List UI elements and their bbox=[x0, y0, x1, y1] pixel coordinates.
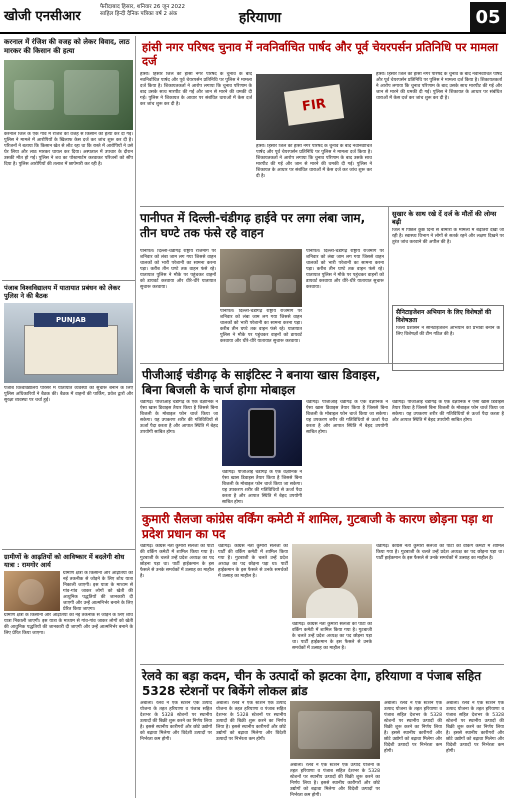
right-story-5-body-b: अंबाला। रेलवे ने एक स्टेशन एक उत्पाद योजना के तहत हरियाणा व पंजाब सहित देशभर के 5328 स्टेशनों पर स्थानीय उत्पादों की बिक्री शुरू करने का निर्णय लिया है। इससे स्थानीय कारीगरों और छोटे उद्योगों को बढ़ावा मिलेगा और विदेशी उत्पादों पर निर्भरता कम होगी। bbox=[216, 701, 286, 742]
fir-document-label: FIR bbox=[284, 84, 344, 125]
left-story-3-body-b: ग्रामीण क्षेत्रों के किसानों और आढ़तियों को नई तकनीक से जोड़ने के लिए शोध यात्रा निकाली जाएगी। इस यात्रा के माध्यम से गांव-गांव जाकर लोगों को खेती की आधुनिक पद्धतियों की जानकारी दी जाएगी और उन्हें आत्मनिर्भर बनाने के लिए प्रेरित किया जाएगा। bbox=[4, 613, 133, 636]
box-story-headline: सैनिटाइजेशन अभियान के लिए विशेषज्ञों की विशेषज्ञता bbox=[396, 309, 492, 324]
right-story-4-body-a: चंडीगढ़। कांग्रेस नेता कुमारी सैलजा को पार्टी की वर्किंग कमेटी में शामिल किया गया है। गुटबाजी के चलते उन्हें प्रदेश अध्यक्ष का पद छोड़ना पड़ा था। पार्टी हाईकमान के इस फैसले से उनके समर्थकों में उत्साह का माहौल है। bbox=[140, 544, 214, 579]
left-story-3-photo bbox=[4, 571, 60, 611]
right-story-2-body-b: पानीपत। दिल्ली-चंडीगढ़ राष्ट्रीय राजमार्ग पर शनिवार को लंबा जाम लग गया जिससे वाहन चालकों को भारी परेशानी का सामना करना पड़ा। करीब तीन घण्टे तक वाहन फंसे रहे। यातायात पुलिस ने मौके पर पहुंचकर वाहनों को डायवर्ट करवाया और धीरे-धीरे यातायात सुचारू करवाया। bbox=[220, 309, 302, 344]
right-story-4-body-b: चंडीगढ़। कांग्रेस नेता कुमारी सैलजा को पार्टी की वर्किंग कमेटी में शामिल किया गया है। गुटबाजी के चलते उन्हें प्रदेश अध्यक्ष का पद छोड़ना पड़ा था। पार्टी हाईकमान के इस फैसले से उनके समर्थकों में उत्साह का माहौल है। bbox=[218, 544, 288, 579]
right-story-5-photo bbox=[290, 701, 380, 759]
left-story-1-body: करनाल जिले के एक गांव में रंजिश की वजह से किसान की हत्या कर दी गई। पुलिस ने मामले में आरोपियों के खिलाफ केस दर्ज कर जांच शुरू कर दी है। परिजनों ने बताया कि किसान खेत से लौट रहा था कि रास्ते में आरोपियों ने उसे घेर लिया और लाठ मारकर घायल कर दिया। अस्पताल में उपचार के दौरान उसकी मौत हो गई। पुलिस ने शव का पोस्टमार्टम करवाकर परिजनों को सौंप दिया है। पुलिस आरोपियों की तलाश में छापेमारी कर रही है। bbox=[4, 132, 133, 167]
left-story-3-headline: ग्रामीणों के आढ़तियों को आविष्कार में बदलेगी शोध यात्रा : रामगोर आर्य bbox=[4, 553, 125, 569]
right-story-4-body-c: चंडीगढ़। कांग्रेस नेता कुमारी सैलजा को पार्टी की वर्किंग कमेटी में शामिल किया गया है। गुटबाजी के चलते उन्हें प्रदेश अध्यक्ष का पद छोड़ना पड़ा था। पार्टी हाईकमान के इस फैसले से उनके समर्थकों में उत्साह का माहौल है। bbox=[292, 622, 372, 651]
right-story-5-headline: रेलवे का बड़ा कदम, चीन के उत्पादों को झटका देगा, हरियाणा व पंजाब सहित 5328 स्टेशनों पर बिकेंगे लोकल ब्रांड bbox=[142, 669, 482, 698]
right-story-3-body-b: चंडीगढ़। पीजीआई चंडीगढ़ के एक वैज्ञानिक ने ऐसा खास डिवाइस तैयार किया है जिससे बिना बिजली के मोबाइल फोन चार्ज किया जा सकेगा। यह उपकरण शरीर की गतिविधियों से ऊर्जा पैदा करता है और आपात स्थिति में बेहद उपयोगी साबित होगा। bbox=[222, 470, 302, 504]
side-story bbox=[388, 207, 504, 363]
left-story-1-headline: करनाल में रंजिश की वजह को लेकर विवाद, लाठ मारकर की किसान की हत्या bbox=[4, 38, 130, 55]
page-number: 05 bbox=[470, 2, 506, 32]
right-column bbox=[140, 36, 504, 800]
right-story-3-photo bbox=[222, 400, 302, 466]
right-story-3-headline: पीजीआई चंडीगढ़ के साइंटिस्ट ने बनाया खास डिवाइस, बिना बिजली के चार्ज होगा मोबाइल bbox=[142, 368, 381, 397]
box-story bbox=[392, 305, 504, 371]
left-story-3-body-a: ग्रामीण क्षेत्रों के किसानों और आढ़तियों को नई तकनीक से जोड़ने के लिए शोध यात्रा निकाली जाएगी। इस यात्रा के माध्यम से गांव-गांव जाकर लोगों को खेती की आधुनिक पद्धतियों की जानकारी दी जाएगी और उन्हें आत्मनिर्भर बनाने के लिए प्रेरित किया जाएगा। bbox=[63, 571, 133, 611]
right-story-2-photo bbox=[220, 249, 302, 307]
right-story-4-headline: कुमारी सैलजा कांग्रेस वर्किंग कमेटी में शामिल, गुटबाजी के कारण छोड़ना पड़ा था प्रदेश प्रधान का पद bbox=[142, 512, 493, 541]
right-story-3-body-a: चंडीगढ़। पीजीआई चंडीगढ़ के एक वैज्ञानिक ने ऐसा खास डिवाइस तैयार किया है जिससे बिना बिजली के मोबाइल फोन चार्ज किया जा सकेगा। यह उपकरण शरीर की गतिविधियों से ऊर्जा पैदा करता है और आपात स्थिति में बेहद उपयोगी साबित होगा। bbox=[140, 400, 218, 435]
right-story-3-body-d: चंडीगढ़। पीजीआई चंडीगढ़ के एक वैज्ञानिक ने ऐसा खास डिवाइस तैयार किया है जिससे बिना बिजली के मोबाइल फोन चार्ज किया जा सकेगा। यह उपकरण शरीर की गतिविधियों से ऊर्जा पैदा करता है और आपात स्थिति में बेहद उपयोगी साबित होगा। bbox=[392, 400, 504, 423]
right-story-4-photo bbox=[292, 544, 372, 618]
right-story-1-body-b: हांसी। हिसार जिले की हांसी नगर परिषद के चुनाव के बाद नवनिर्वाचित पार्षद और पूर्व चेयरपर्सन प्रतिनिधि पर पुलिस ने मामला दर्ज किया है। शिकायतकर्ता ने आरोप लगाया कि चुनाव परिणाम के बाद उसके साथ मारपीट की गई और जान से मारने की धमकी दी गई। पुलिस ने शिकायत के आधार पर संबंधित धाराओं में केस दर्ज कर जांच शुरू कर दी है। bbox=[256, 144, 372, 179]
right-story-1-body-c: हांसी। हिसार जिले की हांसी नगर परिषद के चुनाव के बाद नवनिर्वाचित पार्षद और पूर्व चेयरपर्सन प्रतिनिधि पर पुलिस ने मामला दर्ज किया है। शिकायतकर्ता ने आरोप लगाया कि चुनाव परिणाम के बाद उसके साथ मारपीट की गई और जान से मारने की धमकी दी गई। पुलिस ने शिकायत के आधार पर संबंधित धाराओं में केस दर्ज कर जांच शुरू कर दी है। bbox=[376, 72, 502, 101]
left-story-2-body: पंजाब विश्वविद्यालय परिसर में यातायात व्यवस्था को सुचारू बनाने के लिए पुलिस अधिकारियों ने बैठक की। बैठक में वाहनों की पार्किंग, प्रवेश द्वारों और सुरक्षा व्यवस्था पर चर्चा हुई। bbox=[4, 386, 133, 403]
left-story-2-headline: पंजाब विश्वविद्यालय में यातायात प्रबंधन को लेकर पुलिस ने की बैठक bbox=[4, 284, 121, 300]
left-story-1-photo bbox=[4, 60, 133, 130]
right-story-3-body-c: चंडीगढ़। पीजीआई चंडीगढ़ के एक वैज्ञानिक ने ऐसा खास डिवाइस तैयार किया है जिससे बिना बिजली के मोबाइल फोन चार्ज किया जा सकेगा। यह उपकरण शरीर की गतिविधियों से ऊर्जा पैदा करता है और आपात स्थिति में बेहद उपयोगी साबित होगा। bbox=[306, 400, 388, 435]
date-line: फैरीदाबाद हिसार, शनिवार 26 जून 2022 साहिल हिन्दी दैनिक पत्रिका वर्ष 2 अंक bbox=[100, 4, 186, 18]
side-story-headline: सुखार के साथ रखे दें दर्ज के मौतों की लोग्स बढ़ी bbox=[392, 210, 497, 226]
right-story-5-body-d: अंबाला। रेलवे ने एक स्टेशन एक उत्पाद योजना के तहत हरियाणा व पंजाब सहित देशभर के 5328 स्टेशनों पर स्थानीय उत्पादों की बिक्री शुरू करने का निर्णय लिया है। इससे स्थानीय कारीगरों और छोटे उद्योगों को बढ़ावा मिलेगा और विदेशी उत्पादों पर निर्भरता कम होगी। bbox=[384, 701, 442, 754]
right-story-4-body-d: चंडीगढ़। कांग्रेस नेता कुमारी सैलजा को पार्टी की वर्किंग कमेटी में शामिल किया गया है। गुटबाजी के चलते उन्हें प्रदेश अध्यक्ष का पद छोड़ना पड़ा था। पार्टी हाईकमान के इस फैसले से उनके समर्थकों में उत्साह का माहौल है। bbox=[376, 544, 504, 561]
left-column bbox=[2, 36, 136, 798]
masthead bbox=[0, 0, 506, 34]
right-story-1-body-a: हांसी। हिसार जिले की हांसी नगर परिषद के चुनाव के बाद नवनिर्वाचित पार्षद और पूर्व चेयरपर्सन प्रतिनिधि पर पुलिस ने मामला दर्ज किया है। शिकायतकर्ता ने आरोप लगाया कि चुनाव परिणाम के बाद उसके साथ मारपीट की गई और जान से मारने की धमकी दी गई। पुलिस ने शिकायत के आधार पर संबंधित धाराओं में केस दर्ज कर जांच शुरू कर दी है। bbox=[140, 72, 252, 107]
side-story-body: जिले में पिछले कुछ दिनों से बीमारी के मामलों में बढ़ोतरी देखी जा रही है। स्वास्थ्य विभाग ने लोगों से सतर्क रहने और लक्षण दिखने पर तुरंत जांच करवाने की अपील की है। bbox=[392, 228, 504, 245]
left-story-2-photo bbox=[4, 303, 133, 383]
right-story-1-photo bbox=[256, 74, 372, 140]
right-story-1-headline: हांसी नगर परिषद चुनाव में नवनिर्वाचित पार्षद और पूर्व चेयरपर्सन प्रतिनिधि पर मामला दर्ज bbox=[142, 40, 498, 68]
right-story-5-body-c: अंबाला। रेलवे ने एक स्टेशन एक उत्पाद योजना के तहत हरियाणा व पंजाब सहित देशभर के 5328 स्टेशनों पर स्थानीय उत्पादों की बिक्री शुरू करने का निर्णय लिया है। इससे स्थानीय कारीगरों और छोटे उद्योगों को बढ़ावा मिलेगा और विदेशी उत्पादों पर निर्भरता कम होगी। bbox=[290, 763, 380, 798]
box-story-body: जिला प्रशासन ने सैनिटाइजेशन अभियान को प्रभावी बनाने के लिए विशेषज्ञों की टीम गठित की है। bbox=[396, 326, 500, 337]
newspaper-brand: खोजी एनसीआर bbox=[4, 9, 81, 24]
punjab-gate-sign: PUNJAB bbox=[34, 313, 108, 327]
section-title: हरियाणा bbox=[238, 9, 282, 26]
right-story-2-body-a: पानीपत। दिल्ली-चंडीगढ़ राष्ट्रीय राजमार्ग पर शनिवार को लंबा जाम लग गया जिससे वाहन चालकों को भारी परेशानी का सामना करना पड़ा। करीब तीन घण्टे तक वाहन फंसे रहे। यातायात पुलिस ने मौके पर पहुंचकर वाहनों को डायवर्ट करवाया और धीरे-धीरे यातायात सुचारू करवाया। bbox=[140, 249, 216, 290]
right-story-5-body-a: अंबाला। रेलवे ने एक स्टेशन एक उत्पाद योजना के तहत हरियाणा व पंजाब सहित देशभर के 5328 स्टेशनों पर स्थानीय उत्पादों की बिक्री शुरू करने का निर्णय लिया है। इससे स्थानीय कारीगरों और छोटे उद्योगों को बढ़ावा मिलेगा और विदेशी उत्पादों पर निर्भरता कम होगी। bbox=[140, 701, 212, 742]
right-story-2-headline: पानीपत में दिल्ली-चंडीगढ़ हाईवे पर लगा लंबा जाम, तीन घण्टे तक फंसे रहे वाहन bbox=[140, 211, 366, 240]
right-story-5-body-e: अंबाला। रेलवे ने एक स्टेशन एक उत्पाद योजना के तहत हरियाणा व पंजाब सहित देशभर के 5328 स्टेशनों पर स्थानीय उत्पादों की बिक्री शुरू करने का निर्णय लिया है। इससे स्थानीय कारीगरों और छोटे उद्योगों को बढ़ावा मिलेगा और विदेशी उत्पादों पर निर्भरता कम होगी। bbox=[446, 701, 504, 754]
right-story-2-body-c: पानीपत। दिल्ली-चंडीगढ़ राष्ट्रीय राजमार्ग पर शनिवार को लंबा जाम लग गया जिससे वाहन चालकों को भारी परेशानी का सामना करना पड़ा। करीब तीन घण्टे तक वाहन फंसे रहे। यातायात पुलिस ने मौके पर पहुंचकर वाहनों को डायवर्ट करवाया और धीरे-धीरे यातायात सुचारू करवाया। bbox=[306, 249, 384, 290]
